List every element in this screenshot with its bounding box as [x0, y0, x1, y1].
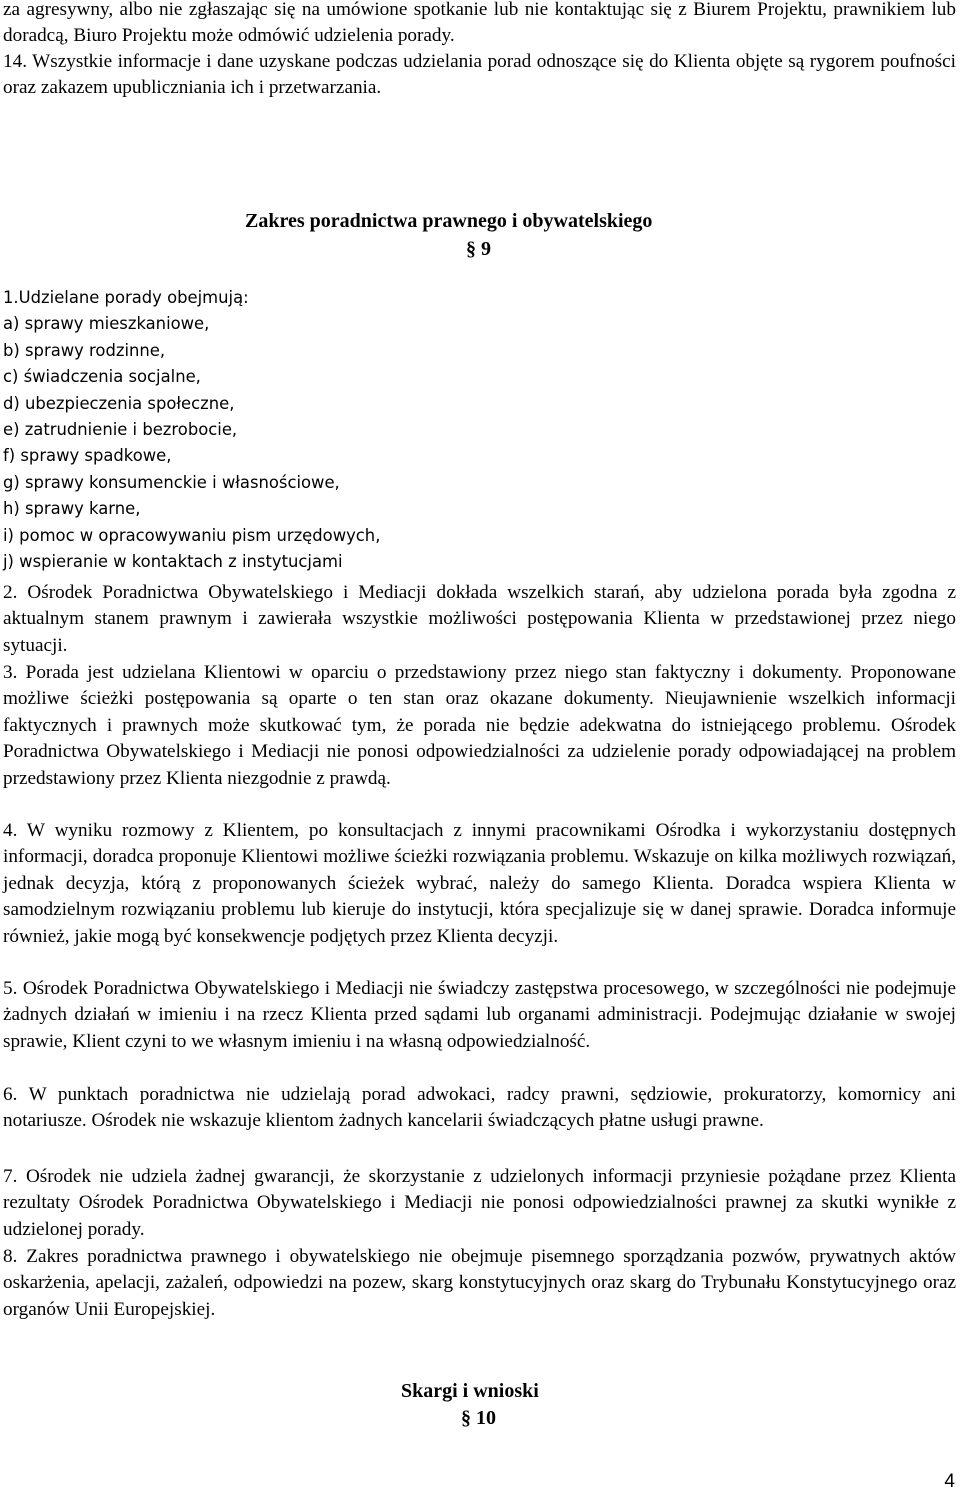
- list-item: h) sprawy karne,: [3, 499, 141, 519]
- point-8-paragraph: 8. Zakres poradnictwa prawnego i obywatelskiego nie obejmuje pisemnego sporządzania pozwów, prywatnych aktów oskarżenia, apelacji, zażaleń, odpowiedzi na pozew, skarg konstytucyjnych oraz skarg do Trybunału Konstytucyjnego oraz organów Unii Europejskiej.: [3, 1246, 956, 1320]
- page-number: 4: [944, 1471, 955, 1492]
- point-7-paragraph: 7. Ośrodek nie udziela żadnej gwarancji, że skorzystanie z udzielonych informacji przyniesie pożądane przez Klienta rezultaty Ośrodek Poradnictwa Obywatelskiego i Mediacji nie ponosi odpowiedzialności prawnej za skutki wynikłe z udzielonej porady.: [3, 1166, 956, 1240]
- point-2-paragraph: 2. Ośrodek Poradnictwa Obywatelskiego i Mediacji dokłada wszelkich starań, aby udzielona porada była zgodna z aktualnym stanem prawnym i zawierała wszystkie możliwości postępowania Klienta w przedstawionej przez niego sytuacji.: [3, 582, 956, 656]
- advice-scope-list: [3, 285, 603, 575]
- section-10-paragraph-sign: § 10: [461, 1407, 496, 1429]
- list-item: e) zatrudnienie i bezrobocie,: [3, 419, 238, 439]
- list-intro: 1.Udzielane porady obejmują:: [3, 288, 249, 307]
- section-9-paragraph-sign: § 9: [466, 238, 491, 260]
- list-item: b) sprawy rodzinne,: [3, 340, 166, 360]
- list-item: i) pomoc w opracowywaniu pism urzędowych,: [3, 525, 381, 545]
- continuation-paragraph: za agresywny, albo nie zgłaszając się na umówione spotkanie lub nie kontaktując się z Biurem Projektu, prawnikiem lub doradcą, Biuro Projektu może odmówić udzielenia porady.: [3, 0, 956, 47]
- list-item: c) świadczenia socjalne,: [3, 367, 201, 387]
- list-item: d) ubezpieczenia społeczne,: [3, 393, 235, 413]
- list-item: a) sprawy mieszkaniowe,: [3, 314, 210, 334]
- section-9-title: Zakres poradnictwa prawnego i obywatelskiego: [245, 210, 653, 232]
- list-item: g) sprawy konsumenckie i własnościowe,: [3, 472, 340, 492]
- list-item: j) wspieranie w kontaktach z instytucjami: [3, 551, 343, 571]
- list-item: f) sprawy spadkowe,: [3, 446, 172, 466]
- point-6-paragraph: 6. W punktach poradnictwa nie udzielają porad adwokaci, radcy prawni, sędziowie, prokuratorzy, komornicy ani notariusze. Ośrodek nie wskazuje klientom żadnych kancelarii świadczących płatne usługi prawne.: [3, 1084, 956, 1132]
- section-10-title: Skargi i wnioski: [401, 1380, 539, 1402]
- point-5-paragraph: 5. Ośrodek Poradnictwa Obywatelskiego i Mediacji nie świadczy zastępstwa procesowego, w szczególności nie podejmuje żadnych działań w imieniu i na rzecz Klienta przed sądami lub organami administracji. Podejmując działanie w swojej sprawie, Klient czyni to we własnym imieniu i na własną odpowiedzialność.: [3, 978, 956, 1052]
- point-4-paragraph: 4. W wyniku rozmowy z Klientem, po konsultacjach z innymi pracownikami Ośrodka i wykorzystaniu dostępnych informacji, doradca proponuje Klientowi możliwe ścieżki rozwiązania problemu. Wskazuje on kilka możliwych rozwiązań, jednak decyzja, którą z proponowanych ścieżek wybrać, należy do samego Klienta. Doradca wspiera Klienta w samodzielnym rozwiązaniu problemu lub kieruje do instytucji, która specjalizuje się w danej sprawie. Doradca informuje również, jakie mogą być konsekwencje podjętych przez Klienta decyzji.: [3, 820, 956, 947]
- point-14-paragraph: 14. Wszystkie informacje i dane uzyskane podczas udzielania porad odnoszące się do Klienta objęte są rygorem poufności oraz zakazem upubliczniania ich i przetwarzania.: [3, 51, 956, 99]
- point-3-paragraph: 3. Porada jest udzielana Klientowi w oparciu o przedstawiony przez niego stan faktyczny i dokumenty. Proponowane możliwe ścieżki postępowania są oparte o ten stan oraz okazane dokumenty. Nieujawnienie wszelkich informacji faktycznych i prawnych może skutkować tym, że porada nie będzie adekwatna do istniejącego problemu. Ośrodek Poradnictwa Obywatelskiego i Mediacji nie ponosi odpowiedzialności za udzielenie porady odpowiadającej na problem przedstawiony przez Klienta niezgodnie z prawdą.: [3, 662, 956, 789]
